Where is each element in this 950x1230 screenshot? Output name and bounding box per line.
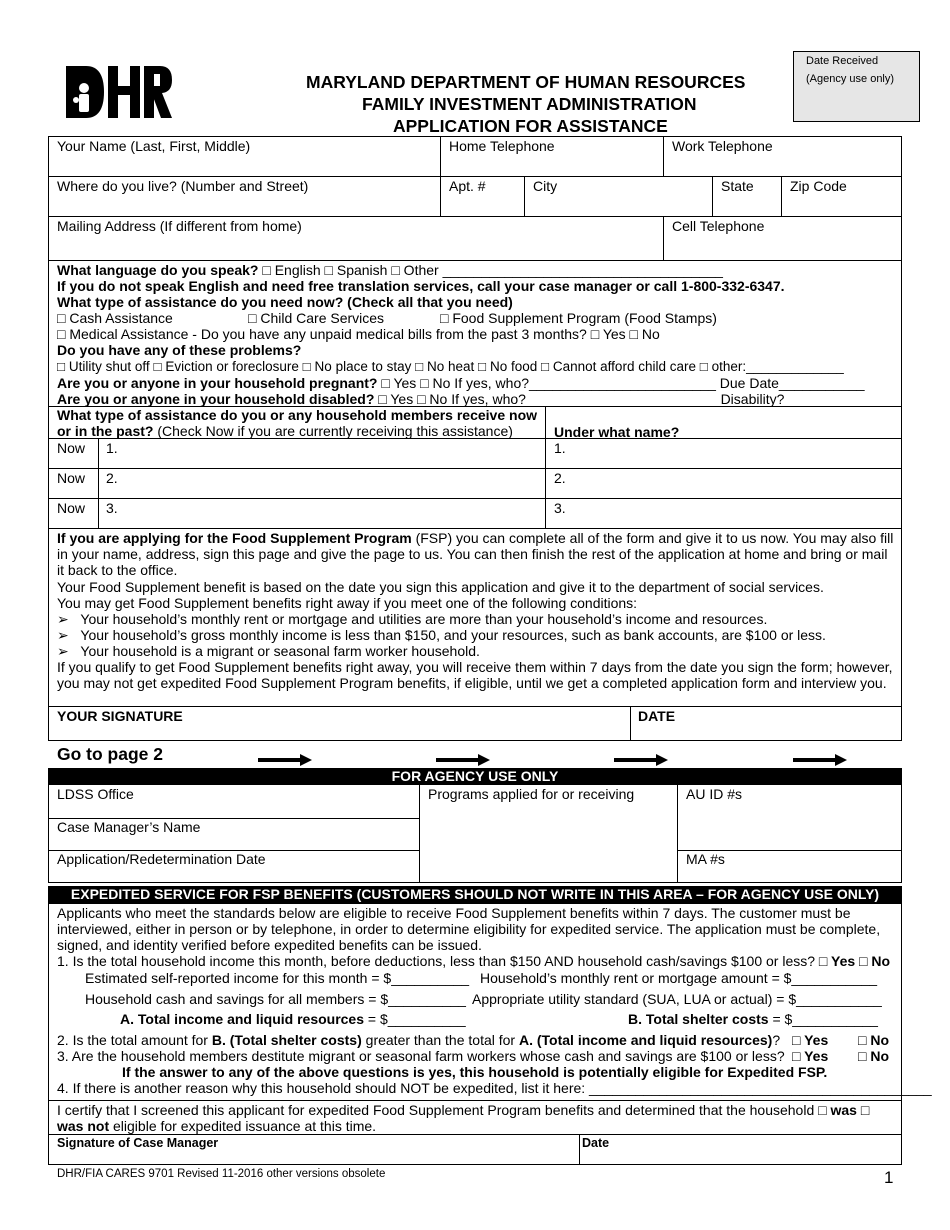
fsp-bullet: ➢ Your household is a migrant or seasonal farm worker household. bbox=[57, 643, 480, 659]
q2-no-checkbox[interactable]: □ No bbox=[858, 1032, 890, 1048]
total-a-label: A. Total income and liquid resources bbox=[120, 1011, 365, 1027]
case-manager-signature-field[interactable]: Signature of Case Manager bbox=[57, 1136, 219, 1150]
arrow-right-icon bbox=[614, 754, 668, 766]
fsp-paragraph-1 bbox=[57, 530, 895, 579]
fsp-paragraph-1-rest: (FSP) you can complete all of the form and give it to us now. You may also fill in your name, address, sign this page and give the page to us. You can then finish the rest of the application at home and bring or mail it back to the office. bbox=[57, 530, 894, 579]
expedited-q1[interactable] bbox=[57, 953, 890, 969]
expedited-intro: Applicants who meet the standards below are eligible to receive Food Supplement benefits within 7 days. The customer must be interviewed, either in person or by telephone, in order to determine eligibility for expedited service. The application must be complete, signed, and identity verified before expedited benefits can be issued. bbox=[57, 905, 881, 954]
zip-field[interactable]: Zip Code bbox=[790, 178, 847, 194]
fsp-bullet: ➢ Your household’s gross monthly income is less than $150, and your resources, such as bank accounts, are $100 or less. bbox=[57, 627, 826, 643]
home-telephone-field[interactable]: Home Telephone bbox=[449, 138, 555, 154]
certify-end: eligible for expedited issuance at this time. bbox=[109, 1118, 377, 1135]
cash-savings-field[interactable]: Household cash and savings for all members = $__________ bbox=[85, 991, 466, 1007]
q2-a: A. (Total income and liquid resources) bbox=[518, 1032, 773, 1048]
assistance-question: What type of assistance do you need now? (Check all that you need) bbox=[57, 294, 513, 310]
agency-use-bar: FOR AGENCY USE ONLY bbox=[48, 768, 902, 784]
translation-note: If you do not speak English and need free translation services, call your case manager or call 1-800-332-6347. bbox=[57, 278, 785, 294]
q2-yes-checkbox[interactable]: □ Yes bbox=[792, 1032, 829, 1048]
q2-end: ? bbox=[772, 1032, 781, 1048]
disabled-label: Are you or anyone in your household disabled? bbox=[57, 391, 375, 407]
language-options[interactable]: □ English □ Spanish □ Other ____________________________________ bbox=[258, 262, 723, 278]
cash-assistance-checkbox[interactable]: □ Cash Assistance bbox=[57, 310, 173, 326]
q2-b: B. (Total shelter costs) bbox=[211, 1032, 362, 1048]
state-field[interactable]: State bbox=[721, 178, 754, 194]
history-question-1: What type of assistance do you or any household members receive now bbox=[57, 407, 538, 423]
programs-field[interactable]: Programs applied for or receiving bbox=[428, 786, 635, 802]
now-checkbox[interactable]: Now bbox=[57, 440, 86, 456]
your-signature-field[interactable]: YOUR SIGNATURE bbox=[57, 708, 183, 724]
now-checkbox[interactable]: Now bbox=[57, 500, 86, 516]
q1-yes-checkbox[interactable]: Yes bbox=[827, 953, 856, 969]
program-field[interactable]: 1. bbox=[106, 440, 118, 456]
ma-field[interactable]: MA #s bbox=[686, 851, 725, 867]
arrow-right-icon bbox=[436, 754, 490, 766]
case-manager-date-field[interactable]: Date bbox=[582, 1136, 610, 1150]
language-label: What language do you speak? bbox=[57, 262, 259, 278]
rent-amount-field[interactable]: Household’s monthly rent or mortgage amount = $___________ bbox=[480, 970, 878, 986]
apt-field[interactable]: Apt. # bbox=[449, 178, 486, 194]
contact-section bbox=[48, 136, 902, 261]
q1-text: 1. Is the total household income this month, before deductions, less than $150 AND household cash/savings $100 or less? □ bbox=[57, 953, 828, 969]
problems-question: Do you have any of these problems? bbox=[57, 342, 302, 358]
header-title-1: MARYLAND DEPARTMENT OF HUMAN RESOURCES bbox=[306, 72, 746, 92]
arrow-right-icon bbox=[793, 754, 847, 766]
q1-no-checkbox[interactable]: □ No bbox=[855, 953, 891, 969]
date-received-box[interactable] bbox=[793, 51, 920, 122]
was-checkbox[interactable]: was bbox=[830, 1102, 857, 1118]
utility-standard-field[interactable]: Appropriate utility standard (SUA, LUA or actual) = $___________ bbox=[472, 991, 882, 1007]
medical-assistance-checkbox[interactable]: □ Medical Assistance - Do you have any unpaid medical bills from the past 3 months? □ Yes □ No bbox=[57, 326, 660, 342]
history-question-2 bbox=[57, 423, 513, 439]
street-address-field[interactable]: Where do you live? (Number and Street) bbox=[57, 178, 309, 194]
name-field[interactable]: Your Name (Last, First, Middle) bbox=[57, 138, 251, 154]
fsp-checkbox[interactable]: □ Food Supplement Program (Food Stamps) bbox=[440, 310, 717, 326]
expedited-q4[interactable]: 4. If there is another reason why this household should NOT be expedited, list it here: ____________________________________________ bbox=[57, 1080, 932, 1096]
date-received-label: Date Received bbox=[806, 55, 879, 67]
disabled-question[interactable] bbox=[57, 391, 870, 407]
header-title-3: APPLICATION FOR ASSISTANCE bbox=[393, 116, 668, 136]
case-manager-name-field[interactable]: Case Manager’s Name bbox=[57, 819, 201, 835]
q3-yes-checkbox[interactable]: □ Yes bbox=[792, 1048, 829, 1064]
fsp-bullet: ➢ Your household’s monthly rent or mortgage and utilities are more than your household’s income and resources. bbox=[57, 611, 768, 627]
fsp-paragraph-3: You may get Food Supplement benefits right away if you meet one of the following conditions: bbox=[57, 595, 638, 611]
fsp-paragraph-4: If you qualify to get Food Supplement benefits right away, you will receive them within 7 days from the date you sign the form; however, you may not get expedited Food Supplement Program benefits, if eligible, until we get a completed application form and interview you. bbox=[57, 659, 893, 692]
pregnant-question[interactable] bbox=[57, 375, 865, 391]
under-what-name-label: Under what name? bbox=[554, 424, 680, 440]
total-a-blank[interactable]: = $__________ bbox=[364, 1011, 466, 1027]
q2-pre: 2. Is the total amount for bbox=[57, 1032, 212, 1048]
estimated-income-field[interactable]: Estimated self-reported income for this month = $__________ bbox=[85, 970, 470, 986]
dhr-logo-icon bbox=[64, 62, 174, 120]
expedited-bar: EXPEDITED SERVICE FOR FSP BENEFITS (CUSTOMERS SHOULD NOT WRITE IN THIS AREA – FOR AGENCY USE ONLY) bbox=[48, 886, 902, 903]
history-question-note: (Check Now if you are currently receiving this assistance) bbox=[153, 423, 513, 439]
agency-use-label: (Agency use only) bbox=[806, 73, 895, 85]
problems-options[interactable]: □ Utility shut off □ Eviction or foreclosure □ No place to stay □ No heat □ No food □ Cannot afford child care □ other:_____________ bbox=[57, 359, 844, 374]
child-care-checkbox[interactable]: □ Child Care Services bbox=[248, 310, 385, 326]
total-b-blank[interactable]: = $___________ bbox=[768, 1011, 878, 1027]
certify-pre: I certify that I screened this applicant for expedited Food Supplement Program benefits and determined that the household □ bbox=[57, 1102, 831, 1118]
total-a-field[interactable] bbox=[120, 1011, 466, 1027]
fsp-paragraph-1-bold: If you are applying for the Food Supplement Program bbox=[57, 530, 412, 546]
total-b-field[interactable] bbox=[628, 1011, 878, 1027]
pregnant-options[interactable]: □ Yes □ No If yes, who?________________________ Due Date___________ bbox=[377, 375, 865, 391]
disabled-options[interactable]: □ Yes □ No If yes, who? ________________________ Disability?___________ bbox=[374, 391, 871, 407]
fsp-bullet-text: Your household is a migrant or seasonal farm worker household. bbox=[80, 643, 480, 659]
potential-eligibility-note: If the answer to any of the above questions is yes, this household is potentially eligible for Expedited FSP. bbox=[122, 1064, 828, 1080]
arrow-right-icon bbox=[258, 754, 312, 766]
fsp-paragraph-2: Your Food Supplement benefit is based on the date you sign this application and give it to the department of social services. bbox=[57, 579, 824, 595]
certification-statement[interactable] bbox=[57, 1102, 895, 1134]
city-field[interactable]: City bbox=[533, 178, 558, 194]
cell-telephone-field[interactable]: Cell Telephone bbox=[672, 218, 765, 234]
go-to-page-2: Go to page 2 bbox=[57, 744, 163, 764]
au-id-field[interactable]: AU ID #s bbox=[686, 786, 743, 802]
header-title-2: FAMILY INVESTMENT ADMINISTRATION bbox=[362, 94, 697, 114]
page-number: 1 bbox=[884, 1168, 894, 1187]
fsp-bullet-text: Your household’s monthly rent or mortgage and utilities are more than your household’s income and resources. bbox=[80, 611, 768, 627]
signature-date-field[interactable]: DATE bbox=[638, 708, 676, 724]
history-question-bold: or in the past? bbox=[57, 423, 154, 439]
now-checkbox[interactable]: Now bbox=[57, 470, 86, 486]
program-field[interactable]: 3. bbox=[106, 500, 118, 516]
form-id: DHR/FIA CARES 9701 Revised 11-2016 other versions obsolete bbox=[57, 1168, 386, 1180]
name-under-field[interactable]: 3. bbox=[554, 500, 566, 516]
program-field[interactable]: 2. bbox=[106, 470, 118, 486]
application-date-field[interactable]: Application/Redetermination Date bbox=[57, 851, 266, 867]
total-b-label: B. Total shelter costs bbox=[628, 1011, 769, 1027]
q3-no-checkbox[interactable]: □ No bbox=[858, 1048, 890, 1064]
mailing-address-field[interactable]: Mailing Address (If different from home) bbox=[57, 218, 302, 234]
ldss-office-field[interactable]: LDSS Office bbox=[57, 786, 134, 802]
fsp-bullet-text: Your household’s gross monthly income is less than $150, and your resources, such as bank accounts, are $100 or less. bbox=[80, 627, 826, 643]
q2-mid: greater than the total for bbox=[361, 1032, 519, 1048]
dhr-logo bbox=[64, 62, 174, 120]
language-question[interactable] bbox=[57, 262, 723, 278]
pregnant-label: Are you or anyone in your household pregnant? bbox=[57, 375, 378, 391]
expedited-q2 bbox=[57, 1032, 780, 1048]
work-telephone-field[interactable]: Work Telephone bbox=[672, 138, 773, 154]
name-under-field[interactable]: 1. bbox=[554, 440, 566, 456]
expedited-q3: 3. Are the household members destitute migrant or seasonal farm workers whose cash and savings are $100 or less? bbox=[57, 1048, 785, 1064]
name-under-field[interactable]: 2. bbox=[554, 470, 566, 486]
was-not-checkbox[interactable]: was not bbox=[57, 1118, 110, 1135]
was-not-box[interactable]: □ bbox=[856, 1102, 870, 1118]
